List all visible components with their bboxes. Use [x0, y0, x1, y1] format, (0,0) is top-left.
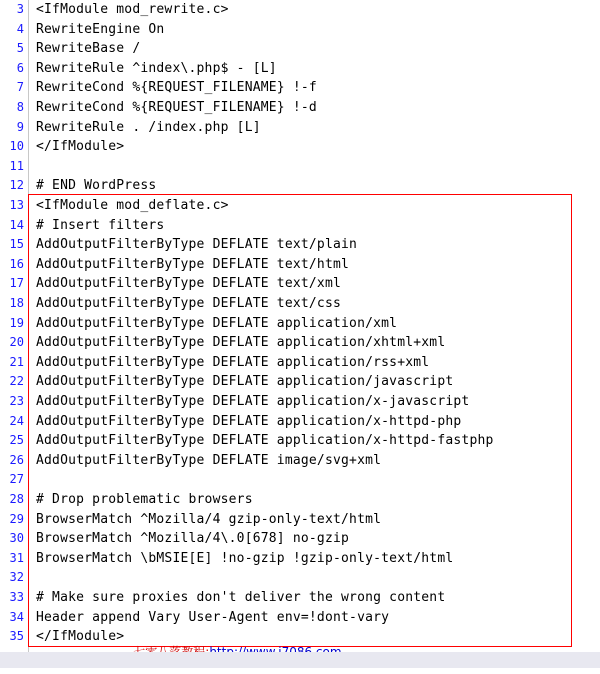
- line-number: 5: [16, 41, 24, 56]
- line-number: 34: [9, 609, 24, 624]
- code-line[interactable]: [0, 216, 600, 236]
- code-line[interactable]: [0, 588, 600, 608]
- code-line[interactable]: [0, 294, 600, 314]
- line-number: 8: [16, 100, 24, 114]
- line-number: 24: [9, 413, 24, 428]
- line-text: AddOutputFilterByType DEFLATE text/plain: [36, 237, 358, 253]
- line-text: RewriteCond %{REQUEST_FILENAME} !-f: [36, 80, 317, 96]
- code-line[interactable]: [0, 353, 600, 373]
- status-strip: [0, 652, 600, 668]
- line-number: 4: [16, 21, 24, 36]
- code-line[interactable]: [0, 137, 600, 157]
- line-text: AddOutputFilterByType DEFLATE text/html: [36, 256, 350, 272]
- line-text: RewriteBase /: [36, 41, 141, 57]
- line-text: AddOutputFilterByType DEFLATE text/xml: [36, 276, 342, 292]
- code-line[interactable]: [0, 470, 600, 490]
- line-text: AddOutputFilterByType DEFLATE application/xhtml+xml: [36, 335, 446, 351]
- line-text: BrowserMatch ^Mozilla/4 gzip-only-text/html: [36, 511, 382, 527]
- line-number: 15: [9, 237, 24, 252]
- line-number: 30: [9, 531, 24, 546]
- code-line[interactable]: [0, 255, 600, 275]
- line-number: 31: [9, 550, 24, 565]
- line-text: AddOutputFilterByType DEFLATE application/xml: [36, 315, 398, 331]
- line-number: 21: [9, 354, 24, 369]
- line-number: 26: [9, 452, 24, 467]
- line-text: RewriteRule ^index\.php$ - [L]: [36, 60, 277, 76]
- code-line[interactable]: [0, 20, 600, 40]
- code-line[interactable]: [0, 608, 600, 628]
- line-number: 12: [9, 178, 24, 193]
- code-line[interactable]: [0, 549, 600, 569]
- code-line[interactable]: [0, 510, 600, 530]
- line-text: AddOutputFilterByType DEFLATE image/svg+xml: [36, 452, 382, 468]
- line-number: 10: [9, 139, 24, 154]
- line-number: 18: [9, 296, 24, 310]
- line-text: AddOutputFilterByType DEFLATE application/x-httpd-php: [36, 413, 462, 429]
- code-line[interactable]: [0, 529, 600, 549]
- line-number: 13: [9, 198, 24, 212]
- code-line[interactable]: [0, 568, 600, 588]
- line-number: 33: [9, 590, 24, 604]
- line-text: BrowserMatch ^Mozilla/4\.0[678] no-gzip: [36, 531, 350, 547]
- line-number: 35: [9, 629, 24, 644]
- code-line[interactable]: [0, 196, 600, 216]
- line-number: 3: [16, 2, 24, 16]
- code-line[interactable]: [0, 176, 600, 196]
- line-number: 16: [9, 256, 24, 271]
- line-text: # END WordPress: [36, 178, 157, 194]
- line-text: AddOutputFilterByType DEFLATE application/x-javascript: [36, 394, 470, 409]
- line-text: AddOutputFilterByType DEFLATE text/css: [36, 296, 342, 311]
- line-number: 23: [9, 394, 24, 408]
- line-text: RewriteCond %{REQUEST_FILENAME} !-d: [36, 100, 317, 115]
- code-line[interactable]: [0, 333, 600, 353]
- line-number: 27: [9, 472, 24, 487]
- line-number: 6: [16, 60, 24, 75]
- line-text: # Insert filters: [36, 217, 165, 233]
- line-number: 11: [9, 158, 24, 173]
- line-text: AddOutputFilterByType DEFLATE application/rss+xml: [36, 354, 430, 370]
- code-line[interactable]: [0, 0, 600, 20]
- line-number: 17: [9, 276, 24, 291]
- code-line[interactable]: [0, 98, 600, 118]
- code-line[interactable]: [0, 451, 600, 471]
- line-text: RewriteEngine On: [36, 21, 165, 37]
- line-number: 29: [9, 511, 24, 526]
- line-text: BrowserMatch \bMSIE[E] !no-gzip !gzip-only-text/html: [36, 550, 454, 566]
- code-line[interactable]: [0, 157, 600, 177]
- code-line[interactable]: [0, 39, 600, 59]
- line-text: <IfModule mod_rewrite.c>: [36, 2, 229, 17]
- code-line[interactable]: [0, 118, 600, 138]
- line-number: 22: [9, 374, 24, 389]
- line-text: # Make sure proxies don't deliver the wrong content: [36, 590, 446, 605]
- line-number: 25: [9, 433, 24, 448]
- line-text: </IfModule>: [36, 139, 125, 155]
- line-number: 14: [9, 217, 24, 232]
- line-number: 32: [9, 570, 24, 585]
- line-number: 28: [9, 492, 24, 506]
- line-text: <IfModule mod_deflate.c>: [36, 198, 229, 213]
- line-text: Header append Vary User-Agent env=!dont-vary: [36, 609, 390, 625]
- line-number: 9: [16, 119, 24, 134]
- line-text: </IfModule>: [36, 629, 125, 645]
- line-number: 7: [16, 80, 24, 95]
- code-line[interactable]: [0, 431, 600, 451]
- code-line[interactable]: [0, 314, 600, 334]
- code-line[interactable]: [0, 490, 600, 510]
- line-text: # Drop problematic browsers: [36, 492, 253, 507]
- line-text: AddOutputFilterByType DEFLATE application/javascript: [36, 374, 454, 390]
- line-text: RewriteRule . /index.php [L]: [36, 119, 261, 135]
- code-line[interactable]: [0, 372, 600, 392]
- line-number: 20: [9, 335, 24, 350]
- code-line[interactable]: [0, 235, 600, 255]
- code-line[interactable]: [0, 78, 600, 98]
- code-line[interactable]: [0, 274, 600, 294]
- line-text: AddOutputFilterByType DEFLATE application/x-httpd-fastphp: [36, 433, 494, 449]
- line-number: 19: [9, 315, 24, 330]
- code-line[interactable]: [0, 59, 600, 79]
- code-line[interactable]: [0, 412, 600, 432]
- code-line[interactable]: [0, 392, 600, 412]
